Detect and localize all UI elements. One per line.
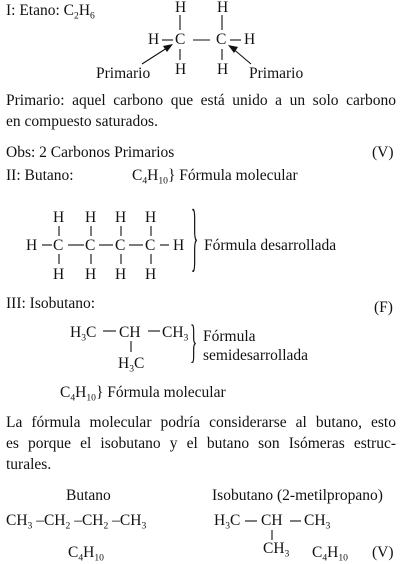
butane-condensed-formula: $CH_3$ $-CH_2$ $-CH_2$ $-CH_3$ [6, 512, 147, 532]
obs-text: Obs: 2 Carbonos Primarios [6, 144, 175, 161]
atom-h: H [244, 31, 256, 48]
semi-label-2: semidesarrollada [203, 347, 309, 364]
expanded-formula-label: Fórmula desarrollada [204, 237, 337, 254]
primario-label-right: Primario [249, 65, 304, 82]
section3-heading: III: Isobutano: [6, 295, 96, 312]
butane-molecular: $C_4H_{10}$ [68, 544, 104, 564]
isobutano-title: Isobutano (2-metilpropano) [212, 487, 383, 504]
semi-label-1: Fórmula [203, 328, 256, 345]
verdict-3: (F) [374, 299, 393, 316]
atom-h: H [148, 31, 160, 48]
isomer-paragraph: La fórmula molecular podría considerarse al butano, esto es porque el isobutano y el butano son Isómeras estruc- turales. [6, 414, 396, 473]
primario-definition: Primario: aquel carbono que está unido a un solo carbono en compuesto saturados. [6, 92, 396, 130]
atom-h: H [175, 61, 187, 78]
isobutane-molecular-formula: $C_4H_{10}$} Fórmula molecular [60, 384, 226, 404]
atom-h: H [217, 61, 229, 78]
butano-title: Butano [66, 487, 111, 504]
verdict-4: (V) [372, 544, 394, 561]
verdict-1: (V) [372, 144, 394, 161]
atom-h: H [217, 0, 229, 16]
isobutane-molecular: $C_4H_{10}$ [312, 544, 348, 564]
atom-h: H [175, 0, 187, 16]
butane-molecular-formula: $C_4H_{10}$} Fórmula molecular [132, 167, 298, 187]
section1-heading: I: Etano: $C_2H_6$ [6, 2, 95, 22]
atom-c: C [175, 31, 186, 48]
primario-label-left: Primario [96, 65, 151, 82]
atom-c: C [216, 31, 227, 48]
brace: } [191, 200, 199, 283]
section2-heading: II: Butano: [6, 167, 74, 184]
brace: } [190, 319, 198, 370]
